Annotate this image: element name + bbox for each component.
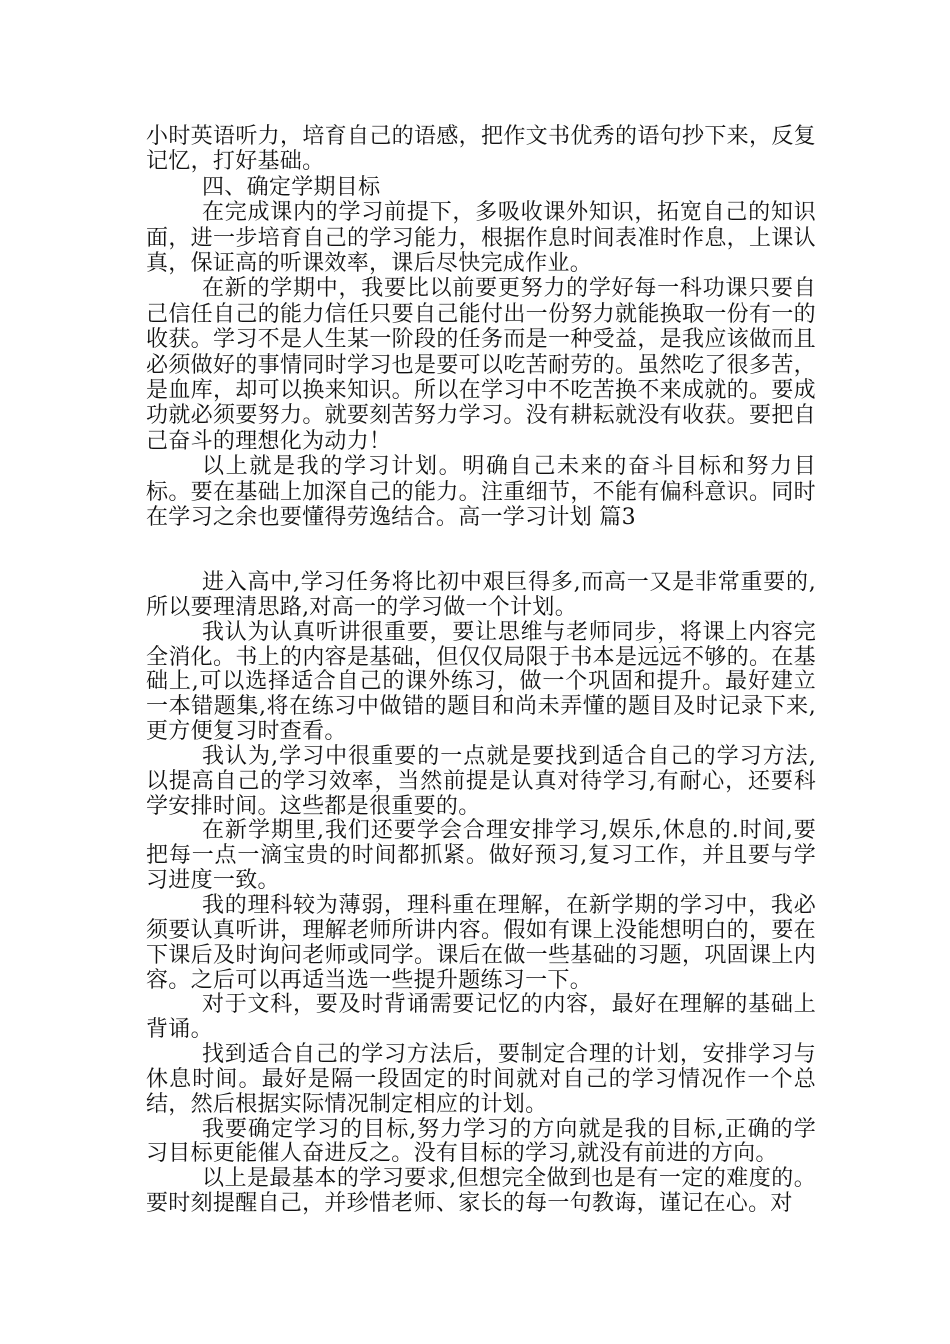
paragraph-bottom-3: 我认为,学习中很重要的一点就是要找到适合自己的学习方法,以提高自己的学习效率，当然前提是认真对待学习,有耐心，还要科学安排时间。这些都是很重要的。 xyxy=(146,743,816,819)
paragraph-bottom-6: 对于文科，要及时背诵需要记忆的内容，最好在理解的基础上背诵。 xyxy=(146,992,816,1043)
paragraph-bottom-5: 我的理科较为薄弱，理科重在理解，在新学期的学习中，我必须要认真听讲，理解老师所讲内容。假如有课上没能想明白的，要在下课后及时询问老师或同学。课后在做一些基础的习题，巩固课上内容。之后可以再适当选一些提升题练习一下。 xyxy=(146,892,816,993)
paragraph-bottom-2: 我认为认真听讲很重要，要让思维与老师同步，将课上内容完全消化。书上的内容是基础，但仅仅局限于书本是远远不够的。在基础上,可以选择适合自己的课外练习，做一个巩固和提升。最好建立一本错题集,将在练习中做错的题目和尚未弄懂的题目及时记录下来,更方便复习时查看。 xyxy=(146,619,816,745)
paragraph-top-5: 以上就是我的学习计划。明确自己未来的奋斗目标和努力目标。要在基础上加深自己的能力。注重细节，不能有偏科意识。同时在学习之余也要懂得劳逸结合。高一学习计划 篇3 xyxy=(146,454,816,531)
paragraph-bottom-8: 我要确定学习的目标,努力学习的方向就是我的目标,正确的学习目标更能催人奋进反之。没有目标的学习,就没有前进的方向。 xyxy=(146,1116,816,1167)
paragraph-top-1: 小时英语听力，培育自己的语感，把作文书优秀的语句抄下来，反复记忆，打好基础。 xyxy=(146,124,816,175)
document-section-bottom xyxy=(146,571,816,1217)
paragraph-bottom-7: 找到适合自己的学习方法后，要制定合理的计划，安排学习与休息时间。最好是隔一段固定的时间就对自己的学习情况作一个总结，然后根据实际情况制定相应的计划。 xyxy=(146,1042,816,1117)
document-section-top xyxy=(146,124,816,531)
section-heading-goals: 四、确定学期目标 xyxy=(202,174,381,200)
paragraph-bottom-9: 以上是最基本的学习要求,但想完全做到也是有一定的难度的。要时刻提醒自己，并珍惜老师、家长的每一句教诲，谨记在心。对 xyxy=(146,1166,816,1217)
paragraph-bottom-4: 在新学期里,我们还要学会合理安排学习,娱乐,休息的.时间,要把每一点一滴宝贵的时间都抓紧。做好预习,复习工作，并且要与学习进度一致。 xyxy=(146,818,816,894)
paragraph-top-4: 在新的学期中，我要比以前要更努力的学好每一科功课只要自己信任自己的能力信任只要自己能付出一份努力就能换取一份有一的收获。学习不是人生某一阶段的任务而是一种受益，是我应该做而且必须做好的事情同时学习也是要可以吃苦耐劳的。虽然吃了很多苦，是血库，却可以换来知识。所以在学习中不吃苦换不来成就的。要成功就必须要努力。就要刻苦努力学习。没有耕耘就没有收获。要把自己奋斗的理想化为动力！ xyxy=(146,276,816,454)
paragraph-bottom-1: 进入高中,学习任务将比初中艰巨得多,而高一又是非常重要的,所以要理清思路,对高一的学习做一个计划。 xyxy=(146,570,816,620)
paragraph-top-3: 在完成课内的学习前提下，多吸收课外知识，拓宽自己的知识面，进一步培育自己的学习能力，根据作息时间表准时作息，上课认真，保证高的听课效率，课后尽快完成作业。 xyxy=(146,200,816,277)
